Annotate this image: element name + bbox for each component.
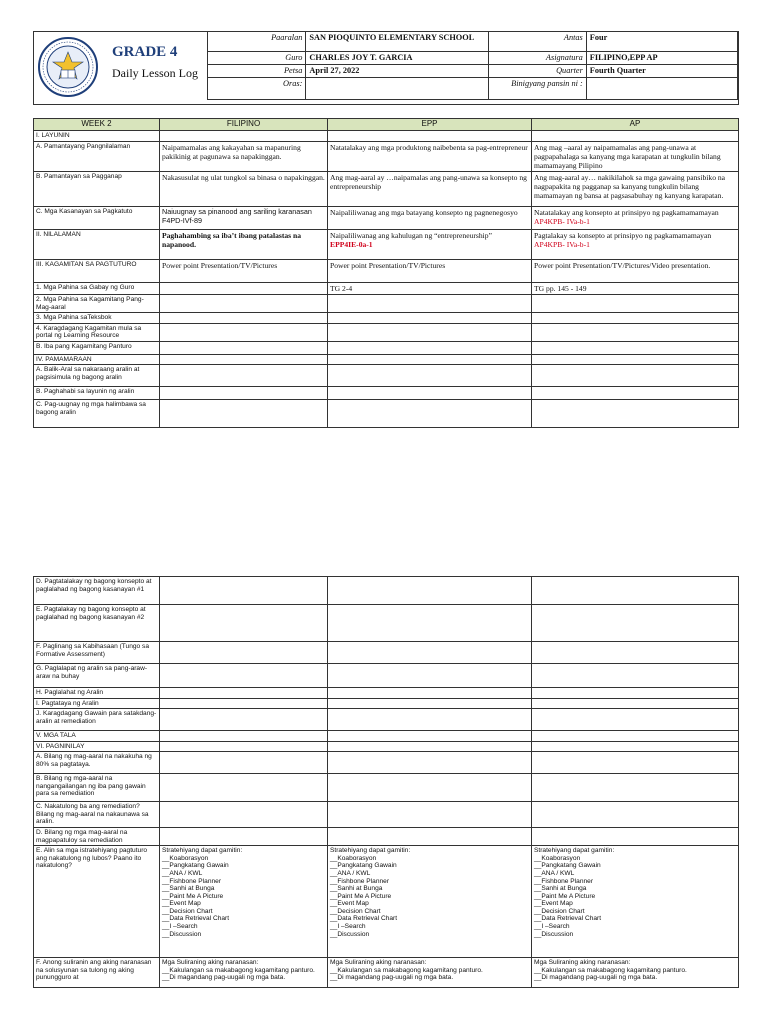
cell-ap: [532, 323, 739, 341]
cell-epp: [328, 341, 532, 354]
cell-filipino: [160, 354, 328, 365]
cell-ap: [532, 259, 739, 282]
row-label: I. LAYUNIN: [34, 131, 160, 142]
checklist-item: __Koaborasyon: [534, 854, 581, 862]
cell-filipino: [160, 141, 328, 171]
cell-filipino: [160, 387, 328, 400]
grade-title: GRADE 4: [112, 44, 178, 60]
header-info-row: [208, 52, 738, 65]
empty-cell: [160, 605, 328, 642]
cell-epp: [328, 282, 532, 294]
table-row: [34, 741, 739, 752]
row-label: F. Paglinang sa Kabihasaan (Tungo sa Formative Assessment): [34, 642, 160, 664]
checklist-item: __Sanhi at Bunga: [534, 885, 587, 893]
checklist-item: __Pangkatang Gawain: [534, 862, 601, 870]
cell-ap: [532, 400, 739, 428]
empty-cell: [532, 577, 739, 605]
table-row: [34, 131, 739, 142]
cell-text: Naiuugnay sa pinanood ang sariling karanasan F4PD-IVf-89: [162, 206, 312, 225]
empty-cell: [328, 605, 532, 642]
checklist-item: __I –Search: [330, 922, 366, 930]
checklist-item: __Sanhi at Bunga: [330, 885, 383, 893]
cell-ap: [532, 295, 739, 313]
empty-cell: [328, 731, 532, 742]
checklist-item: __ANA / KWL: [330, 869, 371, 877]
table-row: [34, 341, 739, 354]
checklist-item: __I –Search: [162, 922, 198, 930]
competency-code: AP4KPB- IVa-b-1: [534, 217, 590, 227]
checklist-title: Stratehiyang dapat gamitin:: [534, 847, 615, 855]
empty-cell: [532, 741, 739, 752]
empty-cell: [532, 731, 739, 742]
checklist-item: __I –Search: [534, 922, 570, 930]
cell-epp: [328, 365, 532, 387]
lesson-table-part-1: [33, 118, 739, 428]
row-label: V. MGA TALA: [34, 731, 160, 742]
empty-cell: [328, 664, 532, 688]
table-row: [34, 802, 739, 828]
empty-cell: [328, 688, 532, 699]
row-label: IV. PAMAMARAAN: [34, 354, 160, 365]
table-row: [34, 365, 739, 387]
cell-epp: [328, 141, 532, 171]
empty-cell: [532, 828, 739, 846]
cell-text: Ang mag-aaral ay …naipamalas ang pang-unawa sa konsepto ng entrepreneurship: [330, 172, 527, 192]
strategy-checklist: [160, 846, 328, 958]
header-value: CHARLES JOY T. GARCIA: [306, 52, 489, 65]
checklist-title: Stratehiyang dapat gamitin:: [330, 847, 411, 855]
cell-text: TG 2-4: [330, 283, 353, 293]
cell-ap: [532, 141, 739, 171]
row-label: C. Mga Kasanayan sa Pagkatuto: [34, 206, 160, 229]
empty-cell: [160, 698, 328, 709]
cell-epp: [328, 387, 532, 400]
problems-checklist: [328, 958, 532, 988]
header-epp: EPP: [328, 119, 532, 131]
header-label: Quarter: [489, 65, 586, 78]
table-row: [34, 387, 739, 400]
header-value: April 27, 2022: [306, 65, 489, 78]
checklist-item: __Discussion: [162, 930, 202, 938]
checklist-item: __Di magandang pag-uugali ng mga bata.: [534, 974, 658, 982]
row-label: III. KAGAMITAN SA PAGTUTURO: [34, 259, 160, 282]
row-label: B. Pamantayan sa Pagganap: [34, 171, 160, 206]
table-row: [34, 774, 739, 802]
row-label: B. Bilang ng mga-aaral na nangangailangan ng iba pang gawain para sa remediation: [34, 774, 160, 802]
row-label: VI. PAGNINILAY: [34, 741, 160, 752]
problems-checklist: [160, 958, 328, 988]
empty-cell: [532, 664, 739, 688]
header-label: Guro: [208, 52, 306, 65]
empty-cell: [160, 752, 328, 774]
empty-cell: [160, 642, 328, 664]
empty-cell: [328, 774, 532, 802]
row-label: D. Pagtatalakay ng bagong konsepto at paglalahad ng bagong kasanayan #1: [34, 577, 160, 605]
empty-cell: [328, 698, 532, 709]
header-ap: AP: [532, 119, 739, 131]
cell-text: Ang mag-aaral ay… nakikilahok sa mga gawaing pansibiko na nagpapakita ng pagganap sa kanyang tungkulin bilang mamamayan ng bansa at pagsasabuhay ng kanyang karapatan.: [534, 172, 726, 201]
cell-ap: [532, 341, 739, 354]
row-label: C. Nakatulong ba ang remediation? Bilang ng mag-aaral na nakaunawa sa aralin.: [34, 802, 160, 828]
cell-filipino: [160, 400, 328, 428]
cell-epp: [328, 295, 532, 313]
row-label: 1. Mga Pahina sa Gabay ng Guro: [34, 282, 160, 294]
cell-text: Natatalakay ang mga produktong naibebenta sa pag-entrepreneur: [330, 142, 528, 152]
cell-epp: [328, 131, 532, 142]
empty-cell: [160, 774, 328, 802]
cell-filipino: [160, 365, 328, 387]
table-row: [34, 642, 739, 664]
table-row: [34, 313, 739, 324]
checklist-item: __Decision Chart: [330, 907, 381, 915]
header-value: [586, 78, 737, 100]
checklist-item: __Kakulangan sa makabagong kagamitang panturo.: [534, 966, 687, 974]
cell-ap: [532, 229, 739, 259]
row-label: D. Bilang ng mga mag-aaral na magpapatuloy sa remediation: [34, 828, 160, 846]
checklist-item: __Paint Me A Picture: [534, 892, 596, 900]
cell-epp: [328, 259, 532, 282]
cell-ap: [532, 171, 739, 206]
cell-filipino: [160, 295, 328, 313]
table-row: [34, 752, 739, 774]
checklist-item: __Event Map: [534, 900, 573, 908]
deped-seal-logo: [37, 36, 99, 98]
cell-epp: [328, 354, 532, 365]
table-row: [34, 731, 739, 742]
table-row: [34, 709, 739, 731]
strategy-checklist: [328, 846, 532, 958]
row-label: A. Pamantayang Pangnilalaman: [34, 141, 160, 171]
row-label: G. Paglalapat ng aralin sa pang-araw-araw na buhay: [34, 664, 160, 688]
row-label: F. Anong suliranin ang aking naranasan na solusyunan sa tulong ng aking punungguro at: [34, 958, 160, 988]
checklist-item: __ANA / KWL: [162, 869, 203, 877]
cell-ap: [532, 206, 739, 229]
table-row: [34, 605, 739, 642]
checklist-item: __Paint Me A Picture: [162, 892, 224, 900]
checklist-title: Mga Suliraning aking naranasan:: [162, 959, 259, 967]
empty-cell: [160, 664, 328, 688]
empty-cell: [328, 752, 532, 774]
cell-text: Natatalakay ang konsepto at prinsipyo ng pagkamamamayan: [534, 207, 719, 217]
empty-cell: [532, 752, 739, 774]
checklist-title: Mga Suliraning aking naranasan:: [330, 959, 427, 967]
checklist-item: __Fishbone Planner: [162, 877, 222, 885]
table-row: [34, 229, 739, 259]
checklist-item: __Data Retrieval Chart: [162, 915, 230, 923]
cell-text: Nakasusulat ng ulat tungkol sa binasa o napakinggan.: [162, 172, 325, 182]
table-row: [34, 828, 739, 846]
table-row: [34, 141, 739, 171]
header-value: Four: [586, 32, 737, 52]
row-label: I. Pagtataya ng Aralin: [34, 698, 160, 709]
cell-text: Naipaliliwanag ang mga batayang konsepto ng pagnenegosyo: [330, 207, 518, 217]
checklist-item: __Koaborasyon: [162, 854, 209, 862]
cell-ap: [532, 131, 739, 142]
checklist-item: __Fishbone Planner: [330, 877, 390, 885]
empty-cell: [328, 802, 532, 828]
header-info-row: [208, 65, 738, 78]
row-label: II. NILALAMAN: [34, 229, 160, 259]
checklist-item: __Pangkatang Gawain: [330, 862, 397, 870]
cell-text: Pagtalakay sa konsepto at prinsipyo ng pagkamamamayan: [534, 230, 712, 240]
table-row: [34, 664, 739, 688]
table-row: [34, 354, 739, 365]
empty-cell: [532, 605, 739, 642]
empty-cell: [160, 577, 328, 605]
cell-filipino: [160, 341, 328, 354]
checklist-item: __Kakulangan sa makabagong kagamitang panturo.: [330, 966, 483, 974]
empty-cell: [328, 577, 532, 605]
empty-cell: [328, 828, 532, 846]
checklist-title: Stratehiyang dapat gamitin:: [162, 847, 243, 855]
cell-epp: [328, 313, 532, 324]
empty-cell: [328, 642, 532, 664]
checklist-item: __Decision Chart: [534, 907, 585, 915]
table-row: [34, 323, 739, 341]
competency-code: EPP4IE-0a-1: [330, 240, 373, 250]
empty-cell: [532, 709, 739, 731]
row-label: J. Karagdagang Gawain para satakdang- aralin at remediation: [34, 709, 160, 731]
table-row: [34, 206, 739, 229]
header-label: Petsa: [208, 65, 306, 78]
cell-text: Paghahambing sa iba’t ibang patalastas na napanood.: [162, 230, 302, 250]
table-row: [34, 688, 739, 699]
table-row: [34, 171, 739, 206]
empty-cell: [532, 774, 739, 802]
cell-text: Power point Presentation/TV/Pictures/Video presentation.: [534, 260, 711, 270]
header-label: Antas: [489, 32, 586, 52]
empty-cell: [328, 741, 532, 752]
cell-ap: [532, 282, 739, 294]
checklist-item: __Fishbone Planner: [534, 877, 594, 885]
row-label: H. Paglalahat ng Aralin: [34, 688, 160, 699]
row-label: E. Alin sa mga istratehiyang pagtuturo ang nakatulong ng lubos? Paano ito nakatulong?: [34, 846, 160, 958]
cell-filipino: [160, 259, 328, 282]
empty-cell: [160, 741, 328, 752]
empty-cell: [532, 802, 739, 828]
cell-epp: [328, 229, 532, 259]
header-value: [306, 78, 489, 100]
cell-filipino: [160, 313, 328, 324]
cell-ap: [532, 365, 739, 387]
checklist-item: __Data Retrieval Chart: [330, 915, 398, 923]
checklist-item: __Di magandang pag-uugali ng mga bata.: [162, 974, 286, 982]
cell-text: Power point Presentation/TV/Pictures: [330, 260, 446, 270]
header-label: Asignatura: [489, 52, 586, 65]
checklist-item: __Discussion: [330, 930, 370, 938]
header-week: WEEK 2: [34, 119, 160, 131]
empty-cell: [160, 828, 328, 846]
header-value: FILIPINO,EPP AP: [586, 52, 737, 65]
checklist-item: __Di magandang pag-uugali ng mga bata.: [330, 974, 454, 982]
cell-text: Power point Presentation/TV/Pictures: [162, 260, 278, 270]
cell-filipino: [160, 171, 328, 206]
cell-filipino: [160, 323, 328, 341]
cell-filipino: [160, 229, 328, 259]
table-row: [34, 577, 739, 605]
cell-text: Naipamamalas ang kakayahan sa mapanuring pakikinig at pagunawa sa napakinggan.: [162, 142, 301, 161]
table-row: [34, 259, 739, 282]
row-label: E. Pagtalakay ng bagong konsepto at paglalahad ng bagong kasanayan #2: [34, 605, 160, 642]
row-label: 2. Mga Pahina sa Kagamitang Pang- Mag-aaral: [34, 295, 160, 313]
empty-cell: [532, 688, 739, 699]
cell-ap: [532, 313, 739, 324]
empty-cell: [328, 709, 532, 731]
empty-cell: [160, 731, 328, 742]
checklist-title: Mga Suliraning aking naranasan:: [534, 959, 631, 967]
table-row: [34, 698, 739, 709]
header-label: Oras:: [208, 78, 306, 100]
cell-epp: [328, 206, 532, 229]
checklist-item: __Pangkatang Gawain: [162, 862, 229, 870]
empty-cell: [160, 709, 328, 731]
cell-ap: [532, 387, 739, 400]
checklist-item: __Decision Chart: [162, 907, 213, 915]
cell-filipino: [160, 206, 328, 229]
row-label: A. Balik-Aral sa nakaraang aralin at pagsisimula ng bagong aralin: [34, 365, 160, 387]
checklist-item: __Data Retrieval Chart: [534, 915, 602, 923]
document-title: Daily Lesson Log: [112, 66, 198, 80]
checklist-item: __Event Map: [162, 900, 201, 908]
row-label: A. Bilang ng mag-aaral na nakakuha ng 80% sa pagtataya.: [34, 752, 160, 774]
header-info-row: [208, 78, 738, 100]
header: [33, 31, 739, 105]
header-filipino: FILIPINO: [160, 119, 328, 131]
cell-ap: [532, 354, 739, 365]
cell-text: Ang mag –aaral ay naipamamalas ang pang-unawa at pagpapahalaga sa kanyang mga karapatan at tungkulin bilang mamamayang Pilipino: [534, 142, 721, 170]
cell-filipino: [160, 282, 328, 294]
checklist-item: __Discussion: [534, 930, 574, 938]
checklist-item: __Koaborasyon: [330, 854, 377, 862]
header-value: SAN PIOQUINTO ELEMENTARY SCHOOL: [306, 32, 489, 52]
row-label: 3. Mga Pahina saTeksbok: [34, 313, 160, 324]
cell-epp: [328, 323, 532, 341]
strategy-checklist: [532, 846, 739, 958]
empty-cell: [532, 698, 739, 709]
checklist-item: __Paint Me A Picture: [330, 892, 392, 900]
checklist-item: __ANA / KWL: [534, 869, 575, 877]
row-label: B. Iba pang Kagamitang Panturo: [34, 341, 160, 354]
cell-epp: [328, 400, 532, 428]
empty-cell: [160, 802, 328, 828]
header-label: Paaralan: [208, 32, 306, 52]
competency-code: AP4KPB- IVa-b-1: [534, 240, 590, 250]
header-value: Fourth Quarter: [586, 65, 737, 78]
strategy-row: [34, 846, 739, 958]
row-label: 4. Karagdagang Kagamitan mula sa portal ng Learning Resource: [34, 323, 160, 341]
cell-text: TG pp. 145 - 149: [534, 283, 587, 293]
table-row: [34, 295, 739, 313]
header-info-row: [208, 32, 738, 52]
empty-cell: [160, 688, 328, 699]
header-label: Binigyang pansin ni :: [489, 78, 586, 100]
empty-cell: [532, 642, 739, 664]
table-row: [34, 400, 739, 428]
row-label: B. Paghahabi sa layunin ng aralin: [34, 387, 160, 400]
row-label: C. Pag-uugnay ng mga halimbawa sa bagong aralin: [34, 400, 160, 428]
cell-filipino: [160, 131, 328, 142]
lesson-table-part-2: [33, 576, 739, 988]
problems-checklist: [532, 958, 739, 988]
problems-row: [34, 958, 739, 988]
checklist-item: __Sanhi at Bunga: [162, 885, 215, 893]
header-info-table: [207, 31, 738, 100]
table-row: [34, 282, 739, 294]
checklist-item: __Kakulangan sa makabagong kagamitang panturo.: [162, 966, 315, 974]
cell-epp: [328, 171, 532, 206]
checklist-item: __Event Map: [330, 900, 369, 908]
cell-text: Naipaliliwanag ang kahulugan ng “entrepreneurship”: [330, 230, 492, 240]
